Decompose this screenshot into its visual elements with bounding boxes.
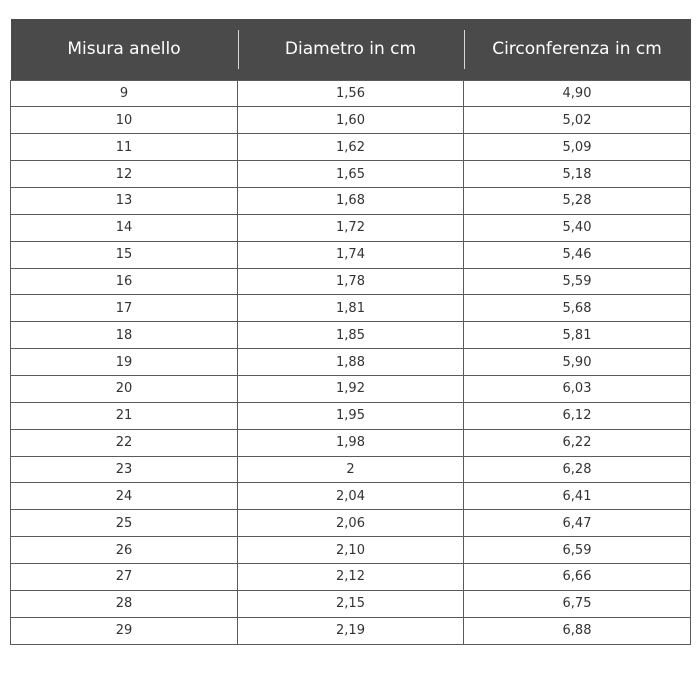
ring-size-cell: 18 xyxy=(11,322,238,349)
table-row xyxy=(11,375,691,402)
circumference-cell: 5,02 xyxy=(464,107,691,134)
diameter-cell: 1,85 xyxy=(238,322,464,349)
ring-size-cell: 11 xyxy=(11,134,238,161)
table-row xyxy=(11,483,691,510)
table-row xyxy=(11,268,691,295)
table-header xyxy=(11,19,691,80)
circumference-cell: 5,46 xyxy=(464,241,691,268)
diameter-cell: 1,62 xyxy=(238,134,464,161)
diameter-cell: 1,88 xyxy=(238,349,464,376)
table-row xyxy=(11,161,691,188)
ring-size-cell: 12 xyxy=(11,161,238,188)
ring-size-cell: 19 xyxy=(11,349,238,376)
table-row xyxy=(11,322,691,349)
table-row xyxy=(11,402,691,429)
circumference-cell: 6,22 xyxy=(464,429,691,456)
circumference-cell: 5,09 xyxy=(464,134,691,161)
table-row xyxy=(11,429,691,456)
table-row xyxy=(11,214,691,241)
ring-size-cell: 16 xyxy=(11,268,238,295)
diameter-cell: 1,92 xyxy=(238,375,464,402)
circumference-cell: 5,81 xyxy=(464,322,691,349)
table-row xyxy=(11,456,691,483)
ring-size-cell: 25 xyxy=(11,510,238,537)
table-body xyxy=(11,80,691,644)
ring-size-cell: 10 xyxy=(11,107,238,134)
ring-size-table xyxy=(10,19,691,645)
diameter-cell: 2,04 xyxy=(238,483,464,510)
diameter-cell: 1,60 xyxy=(238,107,464,134)
diameter-cell: 1,65 xyxy=(238,161,464,188)
diameter-cell: 2,06 xyxy=(238,510,464,537)
circumference-cell: 5,28 xyxy=(464,187,691,214)
header-ring-size: Misura anello xyxy=(67,39,181,60)
table-row xyxy=(11,563,691,590)
table-row xyxy=(11,241,691,268)
table-row xyxy=(11,537,691,564)
ring-size-table-container xyxy=(10,19,690,645)
table-row xyxy=(11,80,691,107)
diameter-cell: 1,72 xyxy=(238,214,464,241)
circumference-cell: 6,75 xyxy=(464,590,691,617)
table-row xyxy=(11,510,691,537)
diameter-cell: 2,15 xyxy=(238,590,464,617)
circumference-cell: 6,03 xyxy=(464,375,691,402)
table-row xyxy=(11,295,691,322)
ring-size-cell: 21 xyxy=(11,402,238,429)
ring-size-cell: 23 xyxy=(11,456,238,483)
table-row xyxy=(11,617,691,644)
ring-size-cell: 22 xyxy=(11,429,238,456)
ring-size-cell: 9 xyxy=(11,80,238,107)
ring-size-cell: 28 xyxy=(11,590,238,617)
header-circumference: Circonferenza in cm xyxy=(464,19,691,80)
diameter-cell: 1,74 xyxy=(238,241,464,268)
diameter-cell: 1,95 xyxy=(238,402,464,429)
ring-size-cell: 13 xyxy=(11,187,238,214)
ring-size-cell: 26 xyxy=(11,537,238,564)
circumference-cell: 6,66 xyxy=(464,563,691,590)
circumference-cell: 6,41 xyxy=(464,483,691,510)
table-row xyxy=(11,590,691,617)
ring-size-cell: 17 xyxy=(11,295,238,322)
diameter-cell: 1,68 xyxy=(238,187,464,214)
table-row xyxy=(11,349,691,376)
circumference-cell: 6,59 xyxy=(464,537,691,564)
table-row xyxy=(11,187,691,214)
circumference-cell: 5,68 xyxy=(464,295,691,322)
circumference-cell: 4,90 xyxy=(464,80,691,107)
ring-size-cell: 14 xyxy=(11,214,238,241)
circumference-cell: 6,88 xyxy=(464,617,691,644)
diameter-cell: 2,12 xyxy=(238,563,464,590)
diameter-cell: 2,10 xyxy=(238,537,464,564)
ring-size-cell: 29 xyxy=(11,617,238,644)
diameter-cell: 1,56 xyxy=(238,80,464,107)
diameter-cell: 2,19 xyxy=(238,617,464,644)
header-row xyxy=(11,19,691,80)
circumference-cell: 5,90 xyxy=(464,349,691,376)
circumference-cell: 6,12 xyxy=(464,402,691,429)
ring-size-cell: 24 xyxy=(11,483,238,510)
ring-size-cell: 20 xyxy=(11,375,238,402)
circumference-cell: 5,59 xyxy=(464,268,691,295)
diameter-cell: 1,81 xyxy=(238,295,464,322)
header-diameter: Diametro in cm xyxy=(238,19,464,80)
diameter-cell: 1,78 xyxy=(238,268,464,295)
circumference-cell: 5,18 xyxy=(464,161,691,188)
diameter-cell: 1,98 xyxy=(238,429,464,456)
diameter-cell: 2 xyxy=(238,456,464,483)
ring-size-cell: 15 xyxy=(11,241,238,268)
circumference-cell: 6,28 xyxy=(464,456,691,483)
table-row xyxy=(11,107,691,134)
table-row xyxy=(11,134,691,161)
circumference-cell: 5,40 xyxy=(464,214,691,241)
ring-size-cell: 27 xyxy=(11,563,238,590)
circumference-cell: 6,47 xyxy=(464,510,691,537)
